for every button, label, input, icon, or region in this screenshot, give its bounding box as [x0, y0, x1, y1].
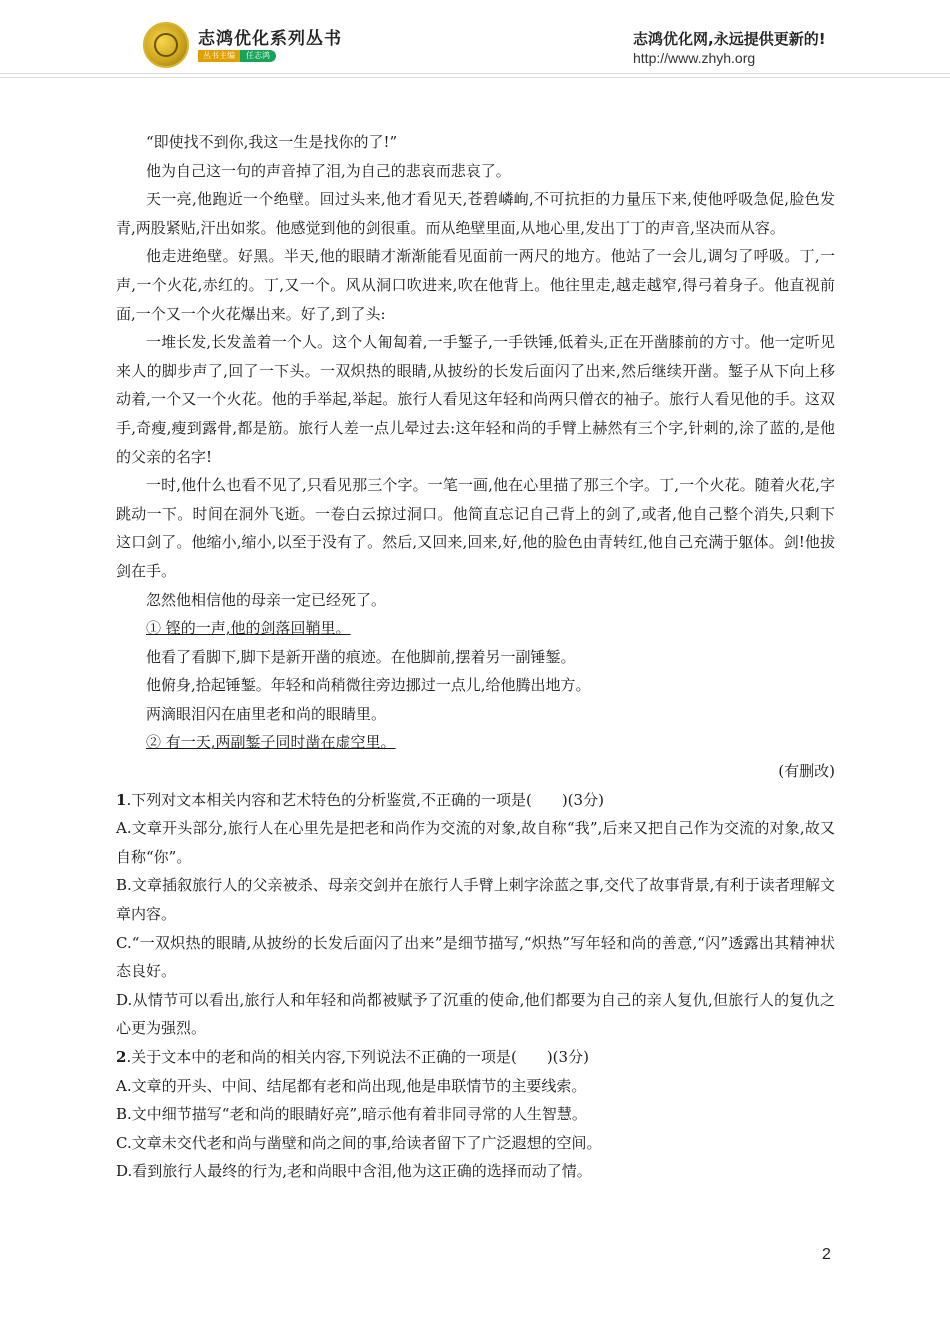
paragraph: 天一亮,他跑近一个绝壁。回过头来,他才看见天,苍碧嶙峋,不可抗拒的力量压下来,使他呼吸急促,脸色发青,两股紧贴,汗出如浆。他感觉到他的剑很重。而从绝壁里面,从地心里,发出丁丁的声音,坚决而从容。	[116, 190, 835, 237]
underlined-sentence-1: ① 铿的一声,他的剑落回鞘里。	[146, 619, 351, 638]
question-1-option-c: C.“一双炽热的眼睛,从披纷的长发后面闪了出来”是细节描写,“炽热”写年轻和尚的善意,“闪”透露出其精神状态良好。	[116, 933, 835, 981]
paragraph: 忽然他相信他的母亲一定已经死了。	[146, 590, 387, 609]
paragraph: 他看了看脚下,脚下是新开凿的痕迹。在他脚前,摆着另一副锤錾。	[146, 647, 576, 666]
editor-name: 任志鸿	[240, 50, 276, 62]
paragraph: 他俯身,拾起锤錾。年轻和尚稍微往旁边挪过一点儿,给他腾出地方。	[146, 676, 591, 695]
paragraph-underlined-1	[116, 614, 835, 643]
underlined-sentence-2: ② 有一天,两副錾子同时凿在虚空里。	[146, 733, 396, 752]
paragraph: 一时,他什么也看不见了,只看见那三个字。一笔一画,他在心里描了那三个字。丁,一个火花。随着火花,字跳动一下。时间在洞外飞逝。一卷白云掠过洞口。他简直忘记自己背上的剑了,或者,他自己整个消失,只剩下这口剑了。他缩小,缩小,以至于没有了。然后,又回来,回来,好,他的脸色由青转红,他自己充满于躯体。剑!他拔剑在手。	[116, 476, 835, 580]
question-2-option-d: D.看到旅行人最终的行为,老和尚眼中含泪,他为这正确的选择而动了情。	[116, 1162, 592, 1181]
question-2-option-c: C.文章未交代老和尚与凿壁和尚之间的事,给读者留下了广泛遐想的空间。	[116, 1133, 602, 1152]
question-1-option-b: B.文章插叙旅行人的父亲被杀、母亲交剑并在旅行人手臂上刺字涂蓝之事,交代了故事背景,有利于读者理解文章内容。	[116, 876, 835, 924]
series-logo-icon	[143, 22, 189, 68]
document-body	[116, 128, 835, 1186]
header-url[interactable]: http://www.zhyh.org	[633, 50, 756, 66]
question-2-option-a: A.文章的开头、中间、结尾都有老和尚出现,他是串联情节的主要线索。	[116, 1076, 587, 1095]
page-header	[0, 0, 950, 80]
question-1-option-a: A.文章开头部分,旅行人在心里先是把老和尚作为交流的对象,故自称“我”,后来又把自己作为交流的对象,故又自称“你”。	[116, 819, 835, 866]
paragraph: 他走进绝壁。好黑。半天,他的眼睛才渐渐能看见面前一两尺的地方。他站了一会儿,调匀了呼吸。丁,一声,一个火花,赤红的。丁,又一个。风从洞口吹进来,吹在他背上。他往里走,越走越窄,得弓着身子。他直视前面,一个又一个火花爆出来。好了,到了头:	[116, 247, 835, 323]
question-1-number: 1	[116, 790, 127, 809]
paragraph: 他为自己这一句的声音掉了泪,为自己的悲哀而悲哀了。	[146, 161, 511, 180]
question-1-stem: 1.下列对文本相关内容和艺术特色的分析鉴赏,不正确的一项是( )(3分)	[116, 790, 604, 809]
page-number: 2	[822, 1246, 831, 1263]
header-rule-bottom	[0, 77, 950, 78]
editor-badge	[198, 50, 276, 62]
source-note: (有删改)	[778, 762, 835, 781]
header-slogan: 志鸿优化网,永远提供更新的!	[633, 30, 826, 48]
question-2-number: 2	[116, 1048, 127, 1066]
paragraph-underlined-2	[116, 728, 835, 757]
paragraph: 两滴眼泪闪在庙里老和尚的眼睛里。	[146, 704, 387, 723]
editor-label: 丛书主编	[198, 50, 240, 62]
question-2-stem: 2.关于文本中的老和尚的相关内容,下列说法不正确的一项是( )(3分)	[116, 1048, 589, 1066]
question-2-option-b: B.文中细节描写“老和尚的眼睛好亮”,暗示他有着非同寻常的人生智慧。	[116, 1105, 587, 1124]
header-rule-top	[0, 73, 950, 74]
paragraph: 一堆长发,长发盖着一个人。这个人匍匐着,一手錾子,一手铁锤,低着头,正在开凿膝前的方寸。他一定听见来人的脚步声了,回了一下头。一双炽热的眼睛,从披纷的长发后面闪了出来,然后继续开凿。錾子从下向上移动着,一个又一个火花。他的手举起,举起。旅行人看见这年轻和尚两只僧衣的袖子。旅行人看见他的手。这双手,奇瘦,瘦到露骨,都是筋。旅行人差一点儿晕过去:这年轻和尚的手臂上赫然有三个字,针刺的,涂了蓝的,是他的父亲的名字!	[116, 333, 835, 466]
series-title: 志鸿优化系列丛书	[198, 29, 342, 49]
paragraph: “即使找不到你,我这一生是找你的了!”	[146, 133, 398, 151]
question-1-option-d: D.从情节可以看出,旅行人和年轻和尚都被赋予了沉重的使命,他们都要为自己的亲人复仇,但旅行人的复仇之心更为强烈。	[116, 990, 835, 1038]
